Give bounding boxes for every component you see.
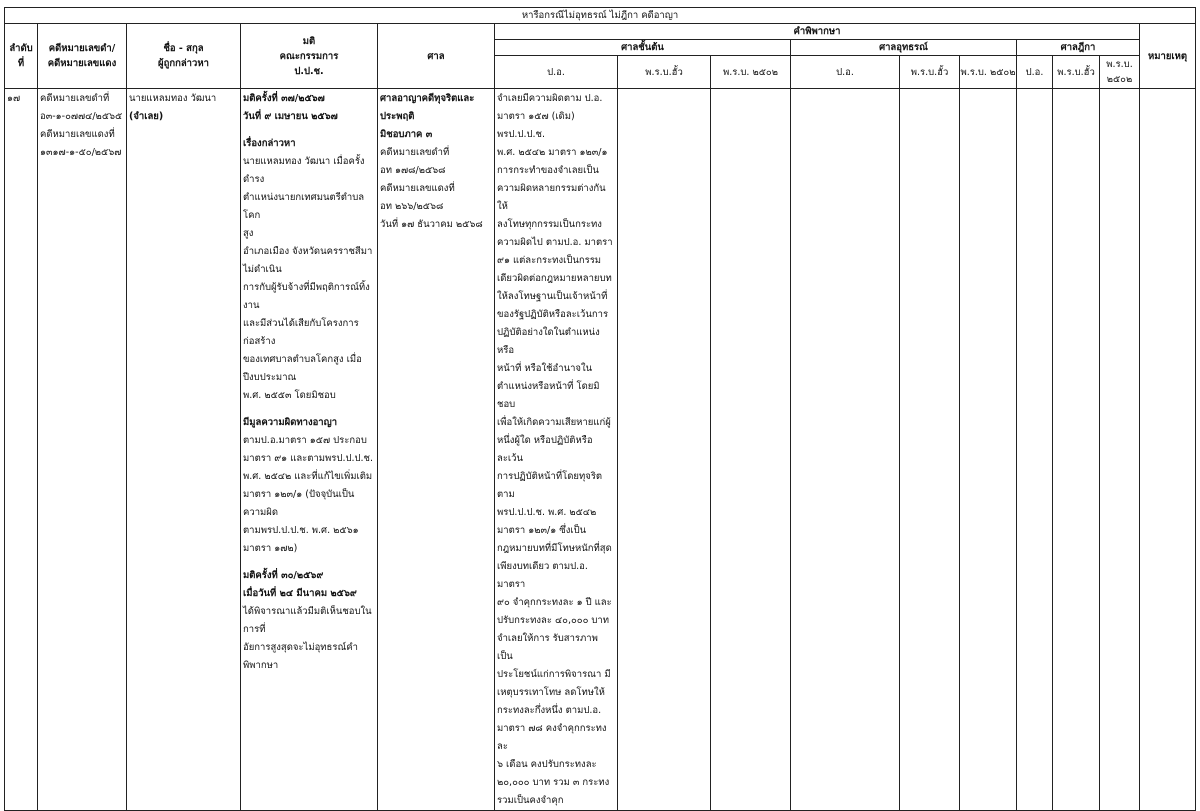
cell-appeal-court-pbr xyxy=(900,89,960,811)
header-first-court-pbr: พ.ร.บ.ฮั้ว xyxy=(618,56,711,89)
meeting-2: มติครั้งที่ ๓๐/๒๕๖๙ xyxy=(243,570,324,581)
offense-text: ตามป.อ.มาตรา ๑๕๗ ประกอบ มาตรา ๙๑ และตามพรป.ป.ป.ช. พ.ศ. ๒๕๔๒ และที่แก้ไขเพิ่มเติม มาตรา ๑๒๓/๑ (ปัจจุบันเป็น ความผิด ตามพรป.ป.ป.ช. พ.ศ. ๒๕๖๑ มาตรา ๑๗๒) xyxy=(243,435,374,554)
header-case-number: คดีหมายเลขดำ/ คดีหมายเลขแดง xyxy=(38,24,127,89)
table-row xyxy=(5,89,1196,811)
header-supreme-court-pc: ป.อ. xyxy=(1017,56,1053,89)
header-order: ลำดับ ที่ xyxy=(5,24,38,89)
header-resolution: มติ คณะกรรมการ ป.ป.ช. xyxy=(241,24,378,89)
court-name: ศาลอาญาคดีทุจริตและ ประพฤติ มิชอบภาค ๓ xyxy=(380,93,475,140)
cell-appeal-court-pbr-2502 xyxy=(960,89,1017,811)
verdict-table xyxy=(4,7,1196,811)
accused-name: นายแหลมทอง วัฒนา xyxy=(129,93,217,104)
cell-court xyxy=(378,89,495,811)
court-case-details: คดีหมายเลขดำที่ อท ๑๗๘/๒๕๖๘ คดีหมายเลขแดงที่ อท ๒๖๖/๒๕๖๘ วันที่ ๑๗ ธันวาคม ๒๕๖๘ xyxy=(380,147,483,230)
header-first-court-pc: ป.อ. xyxy=(495,56,618,89)
cell-case-number: คดีหมายเลขดำที่ อ๓-๑-๐๗๗๔/๒๕๖๕ คดีหมายเลขแดงที่ ๑๓๑๗-๑-๕๐/๒๕๖๗ xyxy=(38,89,127,811)
cell-remark xyxy=(1140,89,1196,811)
header-supreme-court: ศาลฎีกา xyxy=(1017,40,1140,56)
cell-first-court-pbr-2502 xyxy=(711,89,791,811)
verdict-table-sheet xyxy=(4,7,1195,806)
cell-supreme-court-pc xyxy=(1017,89,1053,811)
subject-text: นายแหลมทอง วัฒนา เมื่อครั้งดำรง ตำแหน่งนายกเทศมนตรีตำบลโคก สูง อำเภอเมือง จังหวัดนครราชสีมา ไม่ดำเนิน การกับผู้รับจ้างที่มีพฤติการณ์ทิ้ง งาน และมีส่วนได้เสียกับโครงการ ก่อสร้าง ของเทศบาลตำบลโคกสูง เมื่อ ปีงบประมาณ พ.ศ. ๒๕๕๓ โดยมิชอบ xyxy=(243,156,373,401)
header-appeal-court: ศาลอุทธรณ์ xyxy=(791,40,1017,56)
cell-supreme-court-pbr-2502 xyxy=(1100,89,1140,811)
meeting-1: มติครั้งที่ ๓๗/๒๕๖๗ xyxy=(243,93,325,104)
header-supreme-court-pbr-2502: พ.ร.บ. ๒๕๐๒ xyxy=(1100,56,1140,89)
decision-text: ได้พิจารณาแล้วมีมติเห็นชอบใน การที่ อัยการสูงสุดจะไม่อุทธรณ์คำ พิพากษา xyxy=(243,606,372,671)
cell-order: ๑๗ xyxy=(5,89,38,811)
header-court: ศาล xyxy=(378,24,495,89)
offense-title: มีมูลความผิดทางอาญา xyxy=(243,417,338,428)
table-title: หารือกรณีไม่อุทธรณ์ ไม่ฎีกา คดีอาญา xyxy=(5,8,1196,24)
cell-resolution xyxy=(241,89,378,811)
cell-appeal-court-pc xyxy=(791,89,900,811)
cell-accused-name xyxy=(127,89,241,811)
cell-first-court-pbr xyxy=(618,89,711,811)
subject-title: เรื่องกล่าวหา xyxy=(243,138,296,149)
header-appeal-court-pc: ป.อ. xyxy=(791,56,900,89)
cell-first-court-pc: จำเลยมีความผิดตาม ป.อ. มาตรา ๑๕๗ (เดิม) พรป.ป.ป.ช. พ.ศ. ๒๕๔๒ มาตรา ๑๒๓/๑ การกระทำของจำเลยเป็น ความผิดหลายกรรมต่างกัน ให้ ลงโทษทุกกรรมเป็นกระทง ความผิดไป ตามป.อ. มาตรา ๙๑ แต่ละกระทงเป็นกรรม เดียวผิดต่อกฎหมายหลายบท ให้ลงโทษฐานเป็นเจ้าหน้าที่ ของรัฐปฏิบัติหรือละเว้นการ ปฏิบัติอย่างใดในตำแหน่งหรือ หน้าที่ หรือใช้อำนาจใน ตำแหน่งหรือหน้าที่ โดยมิชอบ เพื่อให้เกิดความเสียหายแก่ผู้ หนึ่งผู้ใด หรือปฏิบัติหรือละเว้น การปฏิบัติหน้าที่โดยทุจริต ตาม พรป.ป.ป.ช. พ.ศ. ๒๕๔๒ มาตรา ๑๒๓/๑ ซึ่งเป็น กฎหมายบทที่มีโทษหนักที่สุด เพียงบทเดียว ตามป.อ. มาตรา ๙๐ จำคุกกระทงละ ๑ ปี และ ปรับกระทงละ ๔๐,๐๐๐ บาท จำเลยให้การ รับสารภาพ เป็น ประโยชน์แก่การพิจารณา มี เหตุบรรเทาโทษ ลดโทษให้ กระทงละกึ่งหนึ่ง ตามป.อ. มาตรา ๗๘ คงจำคุกกระทงละ ๖ เดือน คงปรับกระทงละ ๒๐,๐๐๐ บาท รวม ๓ กระทง รวมเป็นคงจำคุก xyxy=(495,89,618,811)
header-verdict: คำพิพากษา xyxy=(495,24,1140,40)
header-supreme-court-pbr: พ.ร.บ.ฮั้ว xyxy=(1053,56,1100,89)
header-accused-name: ชื่อ - สกุล ผู้ถูกกล่าวหา xyxy=(127,24,241,89)
meeting-1-date: วันที่ ๙ เมษายน ๒๕๖๗ xyxy=(243,111,338,122)
header-appeal-court-pbr: พ.ร.บ.ฮั้ว xyxy=(900,56,960,89)
header-first-court: ศาลชั้นต้น xyxy=(495,40,791,56)
accused-role: (จำเลย) xyxy=(129,111,164,122)
header-remark: หมายเหตุ xyxy=(1140,24,1196,89)
meeting-2-date: เมื่อวันที่ ๒๔ มีนาคม ๒๕๖๙ xyxy=(243,588,357,599)
header-appeal-court-pbr-2502: พ.ร.บ. ๒๕๐๒ xyxy=(960,56,1017,89)
header-first-court-pbr-2502: พ.ร.บ. ๒๕๐๒ xyxy=(711,56,791,89)
cell-supreme-court-pbr xyxy=(1053,89,1100,811)
